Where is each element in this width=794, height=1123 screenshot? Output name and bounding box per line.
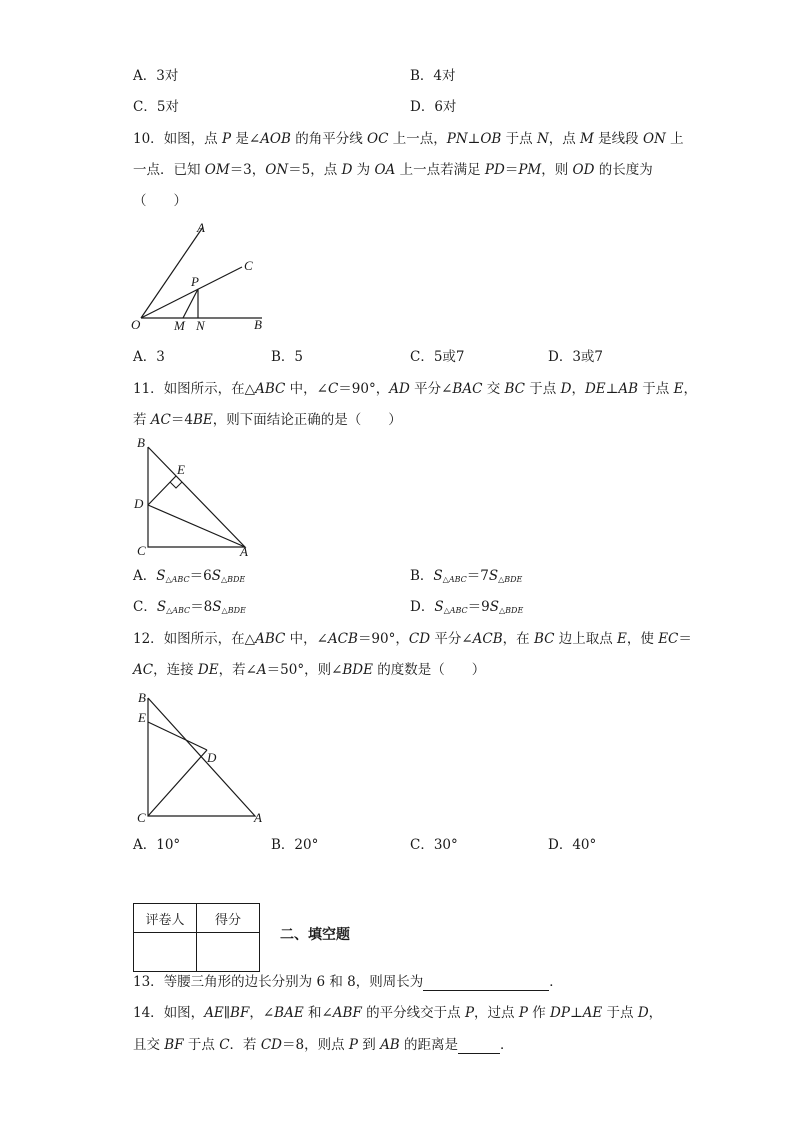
q9-option-c: C．5对 bbox=[133, 99, 179, 115]
label-c: C bbox=[137, 543, 146, 558]
q10-answer-paren: （ ） bbox=[133, 193, 187, 209]
q13-answer-blank[interactable] bbox=[423, 976, 549, 991]
q9-option-a: A．3对 bbox=[133, 68, 179, 84]
triangle-abc bbox=[148, 447, 245, 547]
q11-option-b: B．$S_{\triangle ABC}=7S_{\triangle BDE}$ bbox=[410, 568, 523, 584]
label-d: D bbox=[134, 496, 144, 511]
q12-figure bbox=[125, 688, 270, 828]
score-table-score-cell bbox=[197, 933, 260, 972]
q9-option-d: D．6对 bbox=[410, 99, 457, 115]
q11-option-d: D．$S_{\triangle ABC}=9S_{\triangle BDE}$ bbox=[410, 599, 524, 615]
q12-option-b: B．20° bbox=[271, 837, 319, 853]
label-a: A bbox=[197, 220, 205, 235]
label-m: M bbox=[174, 318, 185, 333]
q11-stem-line1: 11．如图所示，在△ABC 中，∠C＝90°，AD 平分∠BAC 交 BC 于点 D，DE⊥AB 于点 E， bbox=[133, 381, 697, 397]
q10-option-b: B．5 bbox=[271, 349, 304, 365]
label-a: A bbox=[254, 810, 262, 825]
q12-stem-line2: AC，连接 DE，若∠A＝50°，则∠BDE 的度数是（ ） bbox=[133, 662, 486, 678]
q12-option-d: D．40° bbox=[548, 837, 597, 853]
q11-option-c: C．$S_{\triangle ABC}=8S_{\triangle BDE}$ bbox=[133, 599, 246, 615]
score-table bbox=[133, 903, 260, 972]
label-c: C bbox=[244, 258, 253, 273]
label-e: E bbox=[138, 710, 146, 725]
label-e: E bbox=[177, 462, 185, 477]
label-o: O bbox=[131, 317, 141, 332]
q11-option-a: A．$S_{\triangle ABC}=6S_{\triangle BDE}$ bbox=[133, 568, 246, 584]
segment-cd bbox=[148, 750, 207, 816]
q14-answer-blank[interactable] bbox=[458, 1039, 500, 1054]
segment-de bbox=[148, 476, 176, 505]
q10-option-d: D．3或7 bbox=[548, 349, 604, 365]
q11-figure bbox=[125, 432, 265, 560]
label-n: N bbox=[196, 318, 205, 333]
score-table-grader-cell bbox=[134, 933, 197, 972]
section-title: 二、填空题 bbox=[280, 927, 350, 943]
label-p: P bbox=[191, 274, 199, 289]
q10-option-a: A．3 bbox=[133, 349, 165, 365]
q14-stem-line2: 且交 BF 于点 C．若 CD＝8，则点 P 到 AB 的距离是 ． bbox=[133, 1037, 514, 1053]
segment-ed bbox=[148, 722, 207, 750]
q13-stem: 13．等腰三角形的边长分别为 6 和 8，则周长为 ． bbox=[133, 974, 563, 990]
label-a: A bbox=[240, 544, 248, 559]
score-table-header-grader: 评卷人 bbox=[134, 904, 197, 933]
q12-stem-line1: 12．如图所示，在△ABC 中，∠ACB＝90°，CD 平分∠ACB，在 BC 边上取点 E，使 EC＝ bbox=[133, 631, 692, 647]
q10-option-c: C．5或7 bbox=[410, 349, 465, 365]
label-d: D bbox=[207, 750, 217, 765]
q9-option-b: B．4对 bbox=[410, 68, 456, 84]
right-angle-mark-e bbox=[170, 482, 182, 488]
q12-option-c: C．30° bbox=[410, 837, 458, 853]
q14-stem-line1: 14．如图，AE∥BF，∠BAE 和∠ABF 的平分线交于点 P，过点 P 作 DP⊥AE 于点 D， bbox=[133, 1005, 663, 1021]
segment-da bbox=[148, 505, 245, 547]
q10-stem-line1: 10．如图，点 P 是∠AOB 的角平分线 OC 上一点，PN⊥OB 于点 N，点 M 是线段 ON 上 bbox=[133, 131, 684, 147]
q10-stem-line2: 一点．已知 OM＝3，ON＝5，点 D 为 OA 上一点若满足 PD＝PM，则 OD 的长度为 bbox=[133, 162, 653, 178]
label-b: B bbox=[138, 690, 146, 705]
label-b: B bbox=[254, 317, 262, 332]
q10-figure bbox=[125, 215, 285, 340]
q11-stem-line2: 若 AC＝4BE，则下面结论正确的是（ ） bbox=[133, 412, 402, 428]
q12-option-a: A．10° bbox=[133, 837, 181, 853]
label-c: C bbox=[137, 810, 146, 825]
score-table-header-score: 得分 bbox=[197, 904, 260, 933]
ray-oa bbox=[141, 227, 203, 318]
label-b: B bbox=[137, 435, 145, 450]
